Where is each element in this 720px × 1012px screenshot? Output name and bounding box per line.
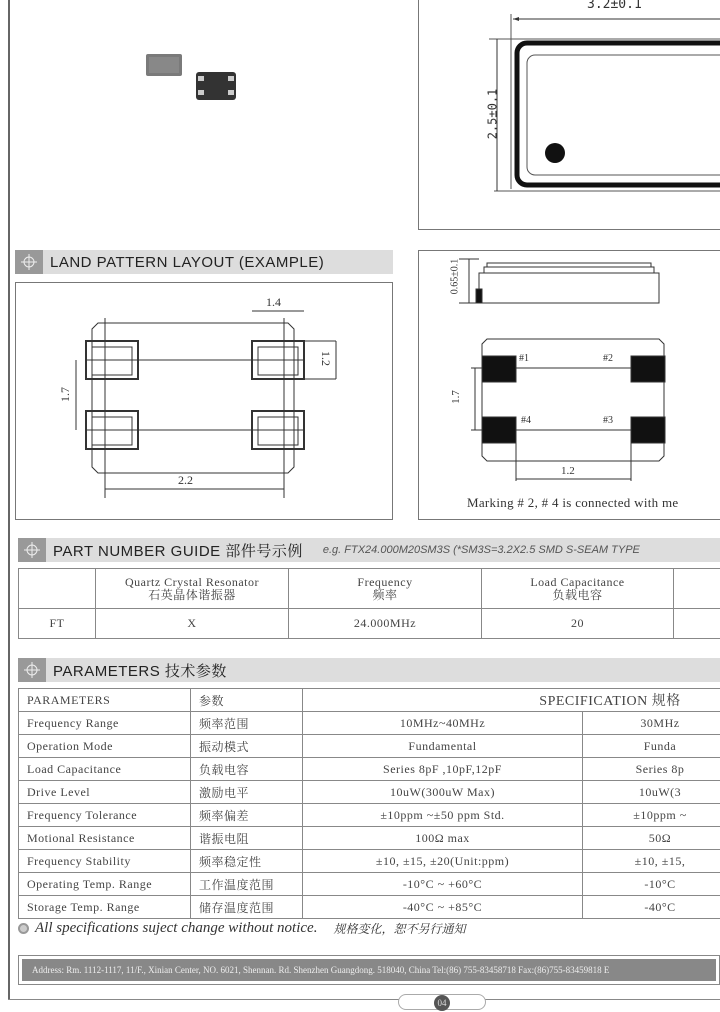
table-cell: Operation Mode bbox=[19, 735, 191, 758]
spec-notice bbox=[18, 920, 465, 937]
land-pattern-header bbox=[15, 250, 393, 274]
table-cell: Storage Temp. Range bbox=[19, 896, 191, 919]
pad-pitch-dim: 1.7 bbox=[449, 390, 462, 404]
notice-text-cn: 规格变化，恕不另行通知 bbox=[333, 922, 466, 936]
table-cell: -40°C ~ +85°C bbox=[303, 896, 583, 919]
outline-drawing bbox=[419, 0, 720, 231]
parameters-table bbox=[18, 688, 720, 919]
table-row bbox=[19, 758, 720, 781]
table-cell: Fundamental bbox=[303, 735, 583, 758]
pin-4-label: #4 bbox=[521, 415, 531, 426]
table-header: Quartz Crystal Resonator 石英晶体谐振器 bbox=[96, 569, 289, 609]
notice-text-en: All specifications suject change without notice. bbox=[35, 920, 318, 936]
table-cell: 激励电平 bbox=[191, 781, 303, 804]
address-text: Address: Rm. 1112-1117, 11/F., Xinian Center, NO. 6021, Shennan. Rd. Shenzhen Guangdong. 518040, China Tel:(86) 755-83458718 Fax:(86)755-83459818 E bbox=[22, 959, 716, 981]
land-pattern-box bbox=[15, 282, 393, 520]
table-header: PARAMETERS bbox=[19, 689, 191, 712]
page-number-tab bbox=[398, 994, 486, 1010]
pin-2-label: #2 bbox=[603, 353, 613, 364]
thickness-dim: 0.65±0.1 bbox=[449, 258, 461, 295]
table-cell: 频率偏差 bbox=[191, 804, 303, 827]
part-number-title: PART NUMBER GUIDE 部件号示例 bbox=[53, 542, 303, 560]
table-cell: 储存温度范围 bbox=[191, 896, 303, 919]
table-cell: Frequency Stability bbox=[19, 850, 191, 873]
page-frame-bottom bbox=[8, 999, 720, 1000]
land-dim-1-4: 1.4 bbox=[266, 295, 281, 309]
table-row bbox=[19, 896, 720, 919]
parameters-title: PARAMETERS 技术参数 bbox=[53, 662, 227, 680]
table-row bbox=[19, 873, 720, 896]
crosshair-icon bbox=[15, 250, 43, 274]
table-cell: 30MHz bbox=[583, 712, 720, 735]
address-bar bbox=[18, 955, 720, 985]
table-row bbox=[19, 712, 720, 735]
page-frame-left bbox=[8, 0, 10, 1000]
crosshair-icon bbox=[18, 538, 46, 562]
table-row bbox=[19, 609, 720, 639]
table-cell: Operating Temp. Range bbox=[19, 873, 191, 896]
pin-3-label: #3 bbox=[603, 415, 613, 426]
table-cell: ±10, ±15, bbox=[583, 850, 720, 873]
table-cell: 50Ω bbox=[583, 827, 720, 850]
table-cell: 频率范围 bbox=[191, 712, 303, 735]
part-number-header bbox=[18, 538, 720, 562]
table-cell: -10°C ~ +60°C bbox=[303, 873, 583, 896]
table-cell: FT bbox=[19, 609, 96, 639]
table-cell bbox=[674, 609, 720, 639]
land-dim-2-2: 2.2 bbox=[178, 473, 193, 487]
table-cell: Load Capacitance bbox=[19, 758, 191, 781]
table-cell: 24.000MHz bbox=[289, 609, 482, 639]
pad-layout-box bbox=[418, 250, 720, 520]
parameters-header bbox=[18, 658, 720, 682]
table-row bbox=[19, 804, 720, 827]
bullet-icon bbox=[18, 923, 29, 934]
table-cell: 10uW(3 bbox=[583, 781, 720, 804]
crosshair-icon bbox=[18, 658, 46, 682]
outline-width-dim: 3.2±0.1 bbox=[587, 0, 642, 12]
table-row bbox=[19, 689, 720, 712]
table-header: Load Capacitance 负载电容 bbox=[482, 569, 674, 609]
part-number-table bbox=[18, 568, 720, 639]
table-cell: ±10ppm ~±50 ppm Std. bbox=[303, 804, 583, 827]
land-dim-1-7: 1.7 bbox=[58, 387, 72, 402]
table-cell: 10MHz~40MHz bbox=[303, 712, 583, 735]
table-cell: Frequency Tolerance bbox=[19, 804, 191, 827]
pin-1-label: #1 bbox=[519, 353, 529, 364]
land-pattern-drawing bbox=[16, 283, 394, 521]
table-cell: 工作温度范围 bbox=[191, 873, 303, 896]
pad-layout-drawing bbox=[419, 251, 720, 521]
table-cell: 频率稳定性 bbox=[191, 850, 303, 873]
table-cell: 振动模式 bbox=[191, 735, 303, 758]
table-cell: ±10, ±15, ±20(Unit:ppm) bbox=[303, 850, 583, 873]
table-header bbox=[19, 569, 96, 609]
pad-spacing-dim: 1.2 bbox=[561, 465, 575, 477]
table-cell: Funda bbox=[583, 735, 720, 758]
table-header: Frequency 频率 bbox=[289, 569, 482, 609]
table-row bbox=[19, 827, 720, 850]
table-cell: 负载电容 bbox=[191, 758, 303, 781]
product-photo bbox=[140, 52, 240, 102]
outline-height-dim: 2.5±0.1 bbox=[485, 88, 500, 140]
table-cell: Motional Resistance bbox=[19, 827, 191, 850]
table-header bbox=[674, 569, 720, 609]
table-cell: 20 bbox=[482, 609, 674, 639]
table-row bbox=[19, 781, 720, 804]
table-header: SPECIFICATION 规格 bbox=[303, 689, 720, 712]
table-row bbox=[19, 850, 720, 873]
table-cell: 10uW(300uW Max) bbox=[303, 781, 583, 804]
table-row bbox=[19, 569, 720, 609]
table-cell: 谐振电阻 bbox=[191, 827, 303, 850]
table-cell: -10°C bbox=[583, 873, 720, 896]
page-number: 04 bbox=[434, 995, 450, 1011]
table-cell: ±10ppm ~ bbox=[583, 804, 720, 827]
table-header: 参数 bbox=[191, 689, 303, 712]
table-cell: -40°C bbox=[583, 896, 720, 919]
table-cell: Frequency Range bbox=[19, 712, 191, 735]
table-cell: Series 8pF ,10pF,12pF bbox=[303, 758, 583, 781]
table-cell: 100Ω max bbox=[303, 827, 583, 850]
table-cell: Series 8p bbox=[583, 758, 720, 781]
table-row bbox=[19, 735, 720, 758]
table-cell: X bbox=[96, 609, 289, 639]
land-pattern-title: LAND PATTERN LAYOUT (EXAMPLE) bbox=[50, 253, 325, 271]
table-cell: Drive Level bbox=[19, 781, 191, 804]
outline-drawing-box bbox=[418, 0, 720, 230]
land-dim-1-2: 1.2 bbox=[319, 351, 333, 366]
part-number-example: e.g. FTX24.000M20SM3S (*SM3S=3.2X2.5 SMD S-SEAM TYPE bbox=[322, 544, 640, 556]
marking-note: Marking # 2, # 4 is connected with me bbox=[467, 495, 679, 510]
